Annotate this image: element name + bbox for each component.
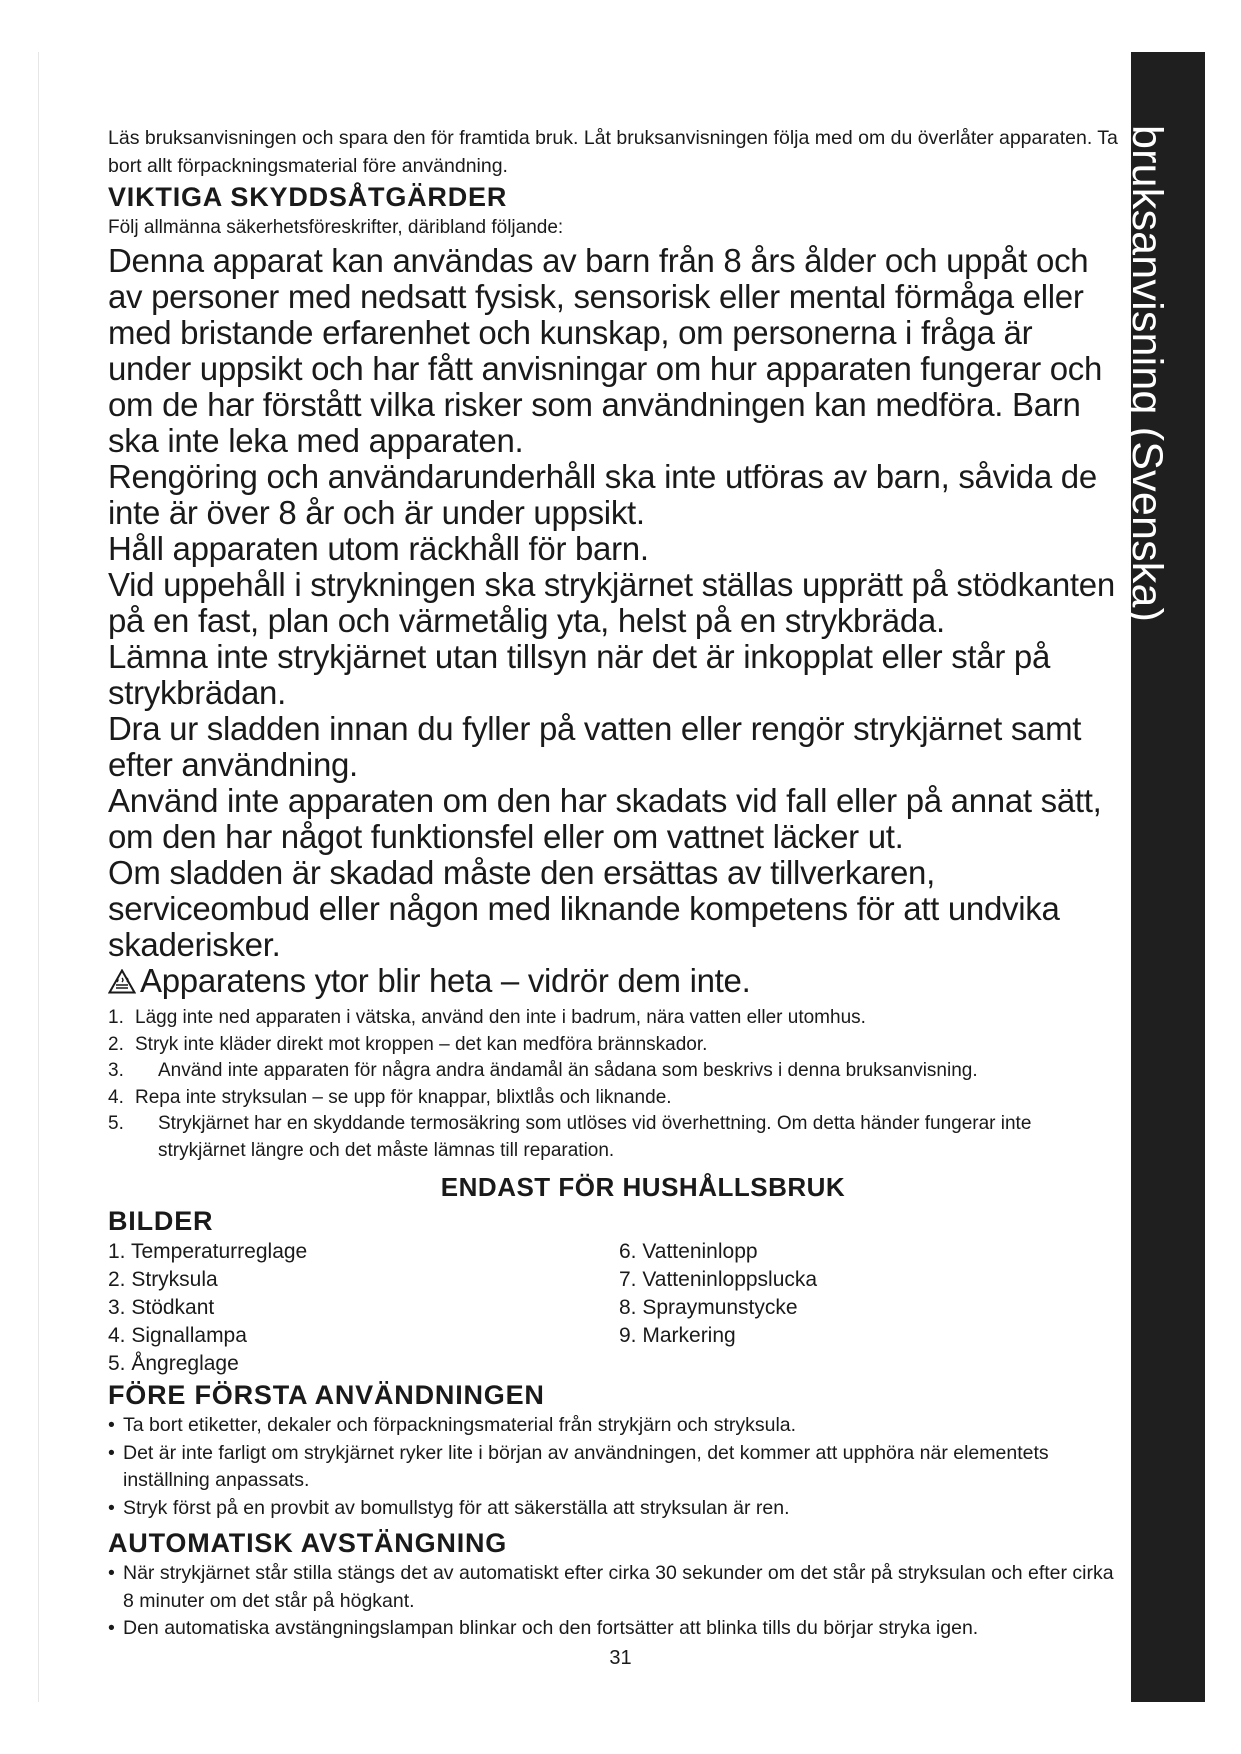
safety-paragraph: Rengöring och användarunderhåll ska inte utföras av barn, såvida de inte är över 8 år och är under uppsikt. xyxy=(108,458,1097,531)
margin-rule xyxy=(38,52,39,1702)
side-tab-label: bruksanvisning (Svenska) xyxy=(1123,125,1171,623)
parts-column-left xyxy=(108,1238,619,1378)
safety-paragraph: Vid uppehåll i strykningen ska strykjärnet ställas upprätt på stödkanten på en fast, plan och värmetålig yta, helst på en strykbräda. xyxy=(108,566,1115,639)
list-text: Stryk inte kläder direkt mot kroppen – det kan medföra brännskador. xyxy=(135,1033,708,1055)
bullet-icon: • xyxy=(108,1441,115,1464)
list-text: Repa inte stryksulan – se upp för knappar, blixtlås och liknande. xyxy=(135,1086,672,1108)
bullet-icon: • xyxy=(108,1414,115,1436)
list-number: 5. xyxy=(108,1113,124,1134)
hot-surface-text: Apparatens ytor blir heta – vidrör dem inte. xyxy=(140,962,751,999)
safety-paragraph: Håll apparaten utom räckhåll för barn. xyxy=(108,530,649,567)
part-item: 9. Markering xyxy=(619,1324,736,1347)
auto-off-heading: AUTOMATISK AVSTÄNGNING xyxy=(108,1528,508,1558)
first-use-list xyxy=(108,1412,1118,1522)
part-item: 2. Stryksula xyxy=(108,1268,218,1291)
safety-paragraph: Dra ur sladden innan du fyller på vatten eller rengör strykjärnet samt efter användning. xyxy=(108,710,1082,783)
bullet-text: Ta bort etiketter, dekaler och förpackningsmaterial från strykjärn och stryksula. xyxy=(123,1414,797,1436)
safety-paragraph: Om sladden är skadad måste den ersättas av tillverkaren, serviceombud eller någon med liknande kompetens för att undvika skaderisker. xyxy=(108,854,1060,963)
bullet-item xyxy=(108,1495,1118,1523)
bullet-item xyxy=(108,1615,1118,1643)
bullet-item xyxy=(108,1412,1118,1440)
household-only-notice: ENDAST FÖR HUSHÅLLSBRUK xyxy=(440,1172,846,1202)
part-item: 4. Signallampa xyxy=(108,1324,247,1347)
bullet-icon: • xyxy=(108,1562,115,1584)
bullet-icon: • xyxy=(108,1496,115,1519)
safety-subheading: Följ allmänna säkerhetsföreskrifter, däribland följande: xyxy=(108,217,564,238)
safety-paragraph: Använd inte apparaten om den har skadats vid fall eller på annat sätt, om den har något funktionsfel eller om vattnet läcker ut. xyxy=(108,782,1102,855)
bullet-text: Den automatiska avstängningslampan blinkar och den fortsätter att blinka tills du börjar stryka igen. xyxy=(123,1617,979,1639)
list-text: Strykjärnet har en skyddande termosäkring som utlöses vid överhettning. Om detta händer fungerar inte strykjärnet längre och det måste lämnas till reparation. xyxy=(158,1113,1032,1161)
parts-heading: BILDER xyxy=(108,1206,214,1236)
list-item xyxy=(108,1111,1118,1164)
list-text: Lägg inte ned apparaten i vätska, använd den inte i badrum, nära vatten eller utomhus. xyxy=(135,1007,866,1028)
list-number: 1. xyxy=(108,1007,124,1028)
hot-surface-icon xyxy=(108,969,136,994)
parts-column-right xyxy=(619,1238,817,1378)
bullet-text: När strykjärnet står stilla stängs det av automatiskt efter cirka 30 sekunder om det står på stryksulan och efter cirka 8 minuter om det står på högkant. xyxy=(123,1562,1114,1612)
bullet-icon: • xyxy=(108,1617,115,1639)
list-number: 2. xyxy=(108,1033,124,1055)
list-text: Använd inte apparaten för några andra ändamål än sådana som beskrivs i denna bruksanvisning. xyxy=(158,1060,978,1081)
list-number: 3. xyxy=(108,1060,124,1081)
part-item: 1. Temperaturreglage xyxy=(108,1240,308,1263)
parts-list xyxy=(108,1238,1118,1378)
bullet-text: Det är inte farligt om strykjärnet ryker lite i början av användningen, det kommer att upphöra när elementets inställning anpassats. xyxy=(123,1441,1049,1491)
part-item: 6. Vatteninlopp xyxy=(619,1240,758,1263)
part-item: 3. Stödkant xyxy=(108,1296,215,1319)
numbered-list xyxy=(108,1005,1118,1164)
part-item: 7. Vatteninloppslucka xyxy=(619,1268,818,1291)
bullet-text: Stryk först på en provbit av bomullstyg för att säkerställa att stryksulan är ren. xyxy=(123,1496,790,1519)
part-item: 8. Spraymunstycke xyxy=(619,1296,798,1319)
first-use-heading: FÖRE FÖRSTA ANVÄNDNINGEN xyxy=(108,1380,545,1410)
page-number: 31 xyxy=(609,1647,632,1669)
list-item xyxy=(108,1085,1118,1112)
bullet-item xyxy=(108,1440,1118,1495)
hot-surface-warning xyxy=(108,963,1118,999)
list-item xyxy=(108,1058,1118,1085)
safety-heading: VIKTIGA SKYDDSÅTGÄRDER xyxy=(108,182,508,212)
part-item: 5. Ångreglage xyxy=(108,1352,239,1375)
safety-paragraph: Denna apparat kan användas av barn från 8 års ålder och uppåt och av personer med nedsatt fysisk, sensorisk eller mental förmåga eller med bristande erfarenhet och kunskap, om personerna i fråga är under uppsikt och har fått anvisningar om hur apparaten fungerar och om de har förstått vilka risker som användningen kan medföra. Barn ska inte leka med apparaten. xyxy=(108,242,1103,459)
list-item xyxy=(108,1032,1118,1059)
page-content xyxy=(108,124,1118,1643)
bullet-item xyxy=(108,1560,1118,1615)
list-number: 4. xyxy=(108,1086,124,1108)
intro-text: Läs bruksanvisningen och spara den för framtida bruk. Låt bruksanvisningen följa med om du överlåter apparaten. Ta bort allt förpackningsmaterial före användning. xyxy=(108,127,1118,177)
safety-paragraphs xyxy=(108,243,1118,999)
auto-off-list xyxy=(108,1560,1118,1643)
safety-paragraph: Lämna inte strykjärnet utan tillsyn när det är inkopplat eller står på strykbrädan. xyxy=(108,638,1050,711)
list-item xyxy=(108,1005,1118,1032)
